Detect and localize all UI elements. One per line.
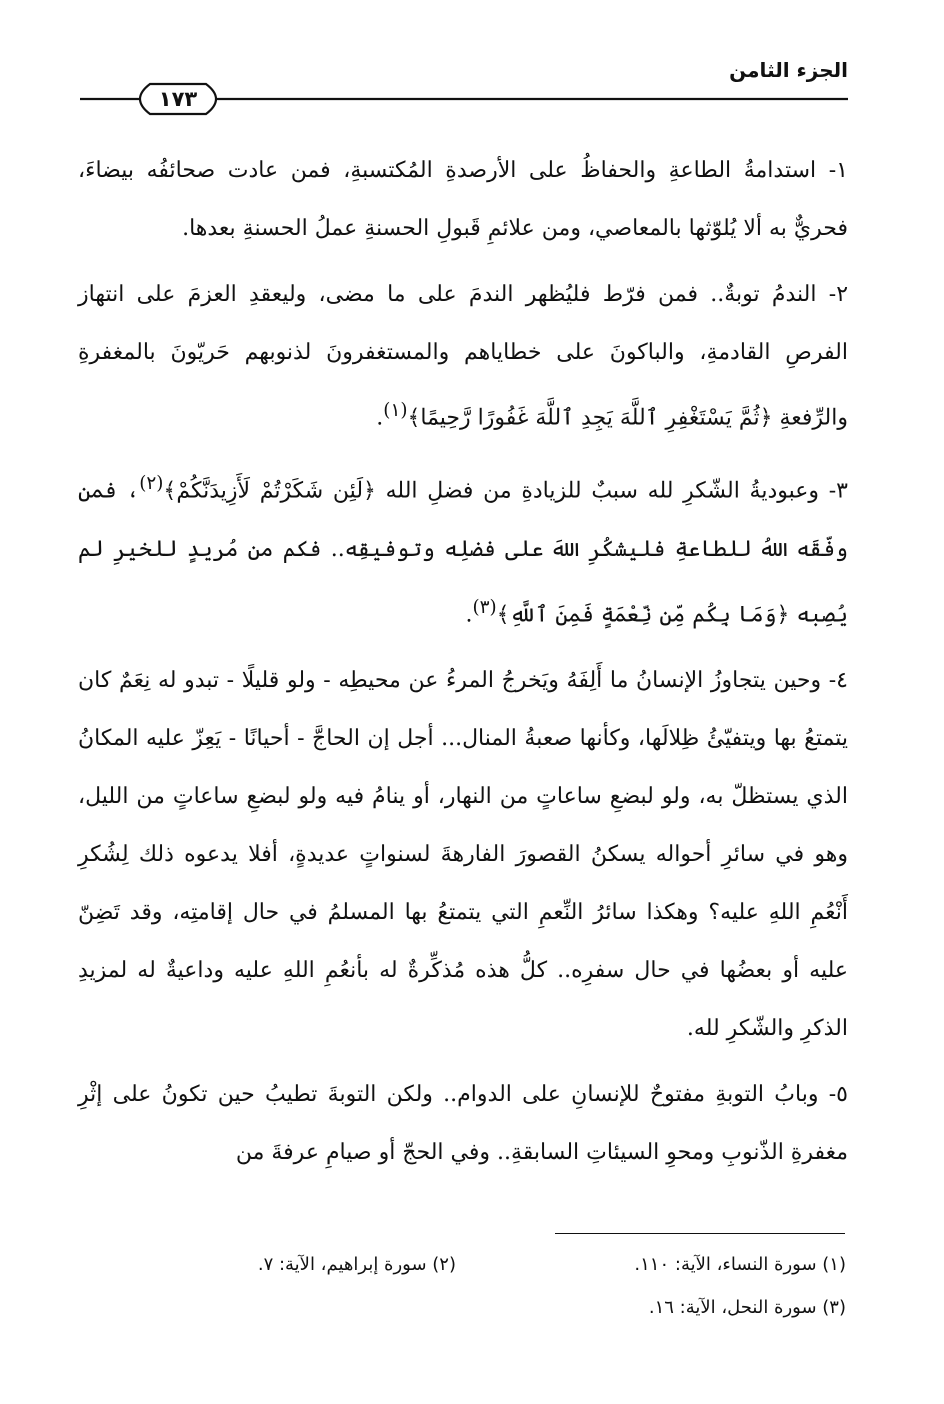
quran-verse: ﴿ثُمَّ يَسْتَغْفِرِ ٱللَّهَ يَجِدِ ٱللَّهَ غَفُورًا رَّحِيمًا﴾ (407, 405, 773, 431)
footnote-separator (555, 1233, 845, 1234)
footnote-ref: (٣) (472, 596, 497, 618)
footnote-1: (١) سورة النساء، الآية: ١١٠. (634, 1254, 846, 1275)
paragraph-text: وعبوديةُ الشّكرِ لله سببٌ للزيادةِ من فضلِ الله (385, 478, 820, 504)
running-header-title: الجزء الثامن (729, 58, 848, 82)
sentence-end: . (465, 601, 473, 627)
paragraph-text: وبابُ التوبةِ مفتوحٌ للإنسانِ على الدوام.. ولكن التوبةَ تطيبُ حين تكونُ على إثْرِ مغفرةِ الذّنوبِ ومحوِ السيئاتِ السابقةِ.. وفي الحجّ أو صيامِ عرفةَ من (78, 1081, 848, 1165)
footnote-2: (٢) سورة إبراهيم، الآية: ٧. (257, 1254, 456, 1275)
paragraph-text: استدامةُ الطاعةِ والحفاظُ على الأرصدةِ المُكتسبةِ، فمن عادت صحائفُه بيضاءَ، فحريٌّ به ألا يُلوّثها بالمعاصي، ومن علائمِ قَبولِ الحسنةِ عملُ الحسنةِ بعدها. (78, 158, 848, 241)
sentence-end: . (376, 405, 384, 431)
header-rule-ornament (0, 0, 944, 140)
paragraph-number: ١- (828, 158, 848, 183)
page-number: ١٧٣ (158, 87, 198, 111)
paragraph-number: ٥- (828, 1081, 848, 1107)
quran-verse: ﴿وَمَا بِكُم مِّن نِّعْمَةٍ فَمِنَ ٱللَّهِ﴾ (496, 601, 790, 627)
paragraph-number: ٣- (828, 478, 848, 504)
footnote-3: (٣) سورة النحل، الآية: ١٦. (648, 1297, 846, 1318)
paragraph-number: ٤- (828, 667, 848, 693)
paragraph-text: الندمُ توبةٌ.. فمن فرّط فليُظهر الندمَ على ما مضى، وليعقدِ العزمَ على انتهاز الفرصِ القادمةِ، والباكونَ على خطاياهم والمستغفرونَ لذنوبهم حَريّونَ بالمغفرةِ والرِّفعةِ (78, 282, 848, 431)
paragraph-text: ، فمن وفّقَه اللهُ للطاعةِ فليشكُرِ اللهَ على فضلِه وتوفيقِه.. فكم من مُريدٍ للخيرِ لم يُصِبه (78, 478, 848, 627)
paragraph-5 (78, 1066, 848, 1182)
paragraph-text: وحين يتجاوزُ الإنسانُ ما أَلِفَهُ ويَخرجُ المرءُ عن محيطِه - ولو قليلًا - تبدو له نِعَمٌ كان يتمتعُ بها ويتفيّئُ ظِلالَها، وكأنها صعبةُ المنال... أجل إن الحاجَّ - أحيانًا - يَعِزّ عليه المكانُ الذي يستظلّ به، ولو لبضعِ ساعاتٍ من النهار، أو ينامُ فيه ولو لبضعِ ساعاتٍ من الليل، وهو في سائرِ أحواله يسكنُ القصورَ الفارهةَ لسنواتٍ عديدةٍ، أفلا يدعوه ذلك لِشُكرِ أَنْعُمِ اللهِ عليه؟ وهكذا سائرُ النِّعمِ التي يتمتعُ بها المسلمُ في حال إقامتِه، وقد تَضِنّ عليه أو بعضُها في حال سفرِه.. كلُّ هذه مُذكِّرةٌ له بأنعُمِ اللهِ عليه وداعيةٌ له لمزيدِ الذكرِ والشّكرِ لله. (78, 667, 848, 1041)
quran-verse: ﴿لَئِن شَكَرْتُمْ لَأَزِيدَنَّكُمْ﴾ (163, 478, 376, 504)
paragraph-4 (78, 652, 848, 1058)
paragraph-3 (78, 455, 848, 644)
paragraph-1 (78, 142, 848, 258)
paragraph-number: ٢- (828, 282, 849, 307)
footnote-ref: (٢) (139, 473, 164, 495)
paragraph-2 (78, 266, 848, 447)
footnote-ref: (١) (383, 400, 408, 421)
body-text (78, 142, 848, 1190)
